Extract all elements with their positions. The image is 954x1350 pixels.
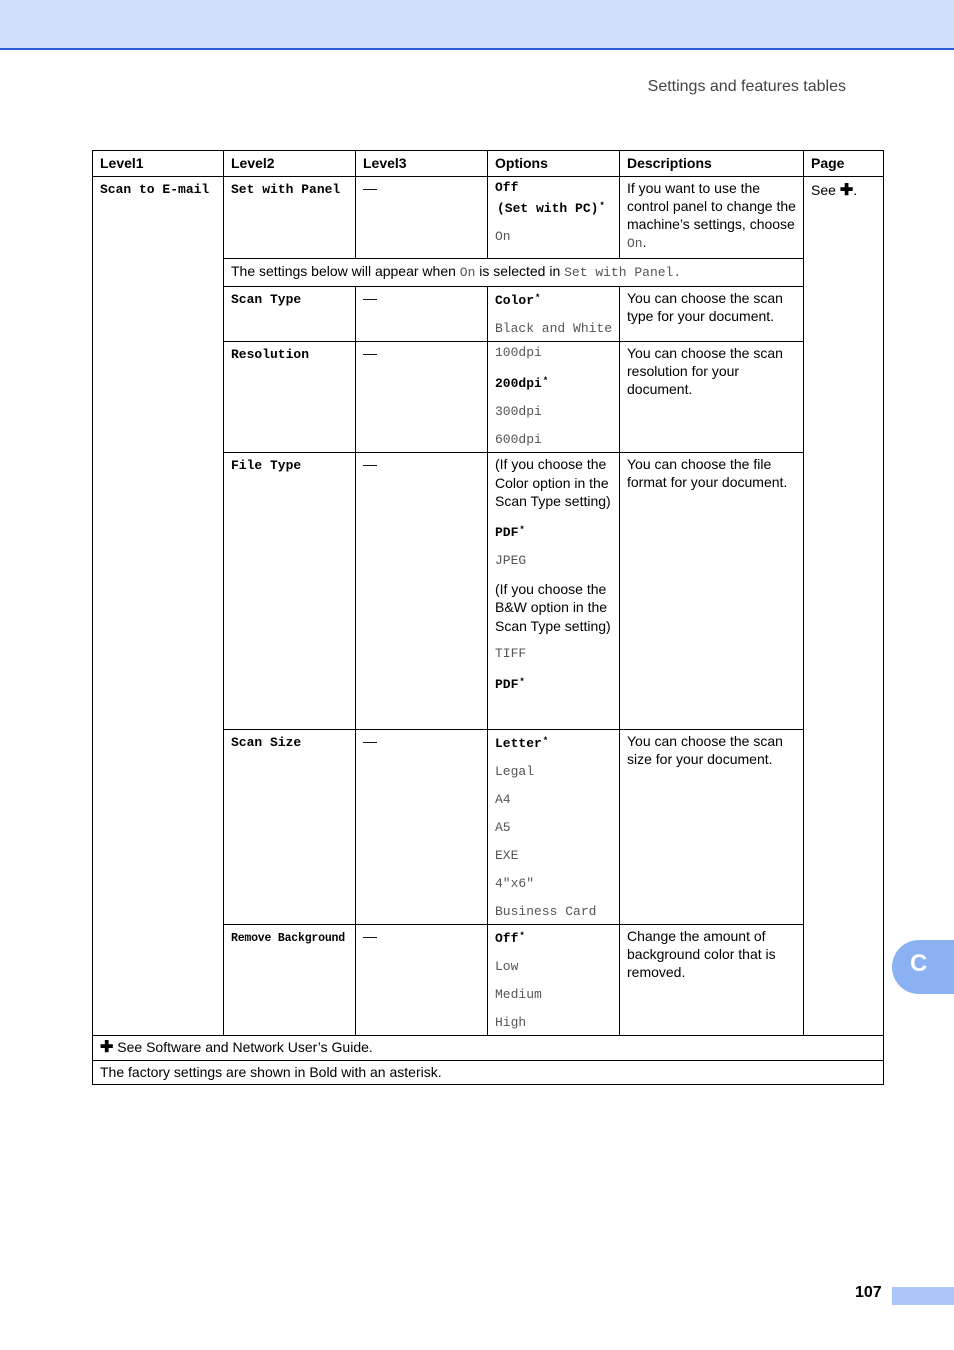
level1-label: Scan to E-mail xyxy=(100,182,210,197)
option-condition-note: (If you choose the B&W option in the Scan Type setting) xyxy=(495,580,611,634)
level3-cell xyxy=(356,177,488,259)
page-cell xyxy=(804,177,884,1036)
description-cell: You can choose the scan resolution for your document. xyxy=(620,342,804,453)
column-header-level3: Level3 xyxy=(356,151,488,177)
chapter-side-tab xyxy=(892,940,954,994)
level3-dash: — xyxy=(363,345,377,361)
level2-label: Scan Type xyxy=(231,292,302,307)
table-row xyxy=(93,177,884,259)
note-text: The settings below will appear when xyxy=(231,263,456,279)
options-cell xyxy=(488,342,620,453)
page-number-bar xyxy=(892,1287,954,1305)
level2-cell xyxy=(224,925,356,1036)
description-period: . xyxy=(642,234,647,250)
option-item: Low xyxy=(495,959,519,974)
settings-table xyxy=(92,150,884,1085)
option-item: PDF* xyxy=(495,524,525,540)
option-item: 200dpi* xyxy=(495,376,549,391)
footnote-text: See Software and Network User’s Guide. xyxy=(117,1039,373,1055)
option-item: Color* xyxy=(495,293,541,308)
option-item: PDF* xyxy=(495,677,525,692)
level3-dash: — xyxy=(363,456,377,472)
page-see-text: See xyxy=(811,182,836,198)
top-header-band xyxy=(0,0,954,50)
footnote-cross-icon: ✚ xyxy=(100,1039,114,1056)
options-cell xyxy=(488,177,620,259)
option-item: JPEG xyxy=(495,552,527,568)
description-text: If you want to use the control panel to change the machine’s settings, choose xyxy=(627,180,796,232)
column-header-page: Page xyxy=(804,151,884,177)
level1-cell xyxy=(93,177,224,1036)
column-header-level1: Level1 xyxy=(93,151,224,177)
option-item: 100dpi xyxy=(495,345,542,360)
level2-label: Resolution xyxy=(231,347,310,362)
table-header-row xyxy=(93,151,884,177)
level3-cell xyxy=(356,925,488,1036)
description-cell: You can choose the file format for your document. xyxy=(620,453,804,730)
option-item: On xyxy=(495,229,511,244)
option-item: 4"x6" xyxy=(495,876,535,891)
running-header-title: Settings and features tables xyxy=(647,78,846,95)
note-mono: Set with Panel xyxy=(564,265,674,280)
column-header-level2: Level2 xyxy=(224,151,356,177)
options-cell xyxy=(488,925,620,1036)
level3-dash: — xyxy=(363,180,377,196)
options-cell xyxy=(488,287,620,342)
option-item: Legal xyxy=(495,764,535,779)
option-item: 600dpi xyxy=(495,432,542,447)
column-header-options: Options xyxy=(488,151,620,177)
option-item: Black and White xyxy=(495,321,613,336)
option-item: 300dpi xyxy=(495,404,542,419)
page-period: . xyxy=(853,182,858,198)
level3-dash: — xyxy=(363,290,377,306)
description-mono: On xyxy=(627,236,643,251)
note-period: . xyxy=(673,265,682,280)
level2-label: Set with Panel xyxy=(231,182,341,197)
level3-dash: — xyxy=(363,733,377,749)
level3-cell xyxy=(356,453,488,730)
option-item: A4 xyxy=(495,792,511,807)
description-cell: You can choose the scan size for your document. xyxy=(620,730,804,925)
level2-label: Remove Background xyxy=(231,932,345,945)
option-item: Medium xyxy=(495,987,542,1002)
level2-cell xyxy=(224,342,356,453)
options-cell xyxy=(488,730,620,925)
page-number: 107 xyxy=(855,1284,882,1301)
footnote-row xyxy=(93,1036,884,1061)
option-item: A5 xyxy=(495,820,511,835)
note-mono: On xyxy=(459,265,476,280)
level2-cell xyxy=(224,287,356,342)
level3-cell xyxy=(356,287,488,342)
footnote-row xyxy=(93,1061,884,1085)
note-cell xyxy=(224,259,804,287)
description-cell xyxy=(620,177,804,259)
level2-cell xyxy=(224,453,356,730)
level2-label: Scan Size xyxy=(231,735,302,750)
option-item: TIFF xyxy=(495,646,527,661)
level2-label: File Type xyxy=(231,458,302,473)
description-cell: Change the amount of background color that is removed. xyxy=(620,925,804,1036)
option-item: Business Card xyxy=(495,904,597,919)
option-item: Letter* xyxy=(495,736,549,751)
option-item: Off* xyxy=(495,931,525,946)
level3-cell xyxy=(356,342,488,453)
footnote-cell xyxy=(93,1036,884,1061)
level2-cell xyxy=(224,177,356,259)
option-item: (Set with PC)* xyxy=(497,201,605,216)
software-guide-cross-icon: ✚ xyxy=(839,182,854,199)
chapter-letter: C xyxy=(910,950,928,977)
column-header-descriptions: Descriptions xyxy=(620,151,804,177)
option-item: Off xyxy=(495,180,519,195)
level2-cell xyxy=(224,730,356,925)
option-item: EXE xyxy=(495,848,519,863)
option-condition-note: (If you choose the Color option in the Scan Type setting) xyxy=(495,456,611,509)
option-item: High xyxy=(495,1015,527,1030)
note-text: is selected in xyxy=(479,263,561,279)
description-cell: You can choose the scan type for your document. xyxy=(620,287,804,342)
level3-cell xyxy=(356,730,488,925)
level3-dash: — xyxy=(363,928,377,944)
footnote-cell: The factory settings are shown in Bold with an asterisk. xyxy=(93,1061,884,1085)
options-cell xyxy=(488,453,620,730)
